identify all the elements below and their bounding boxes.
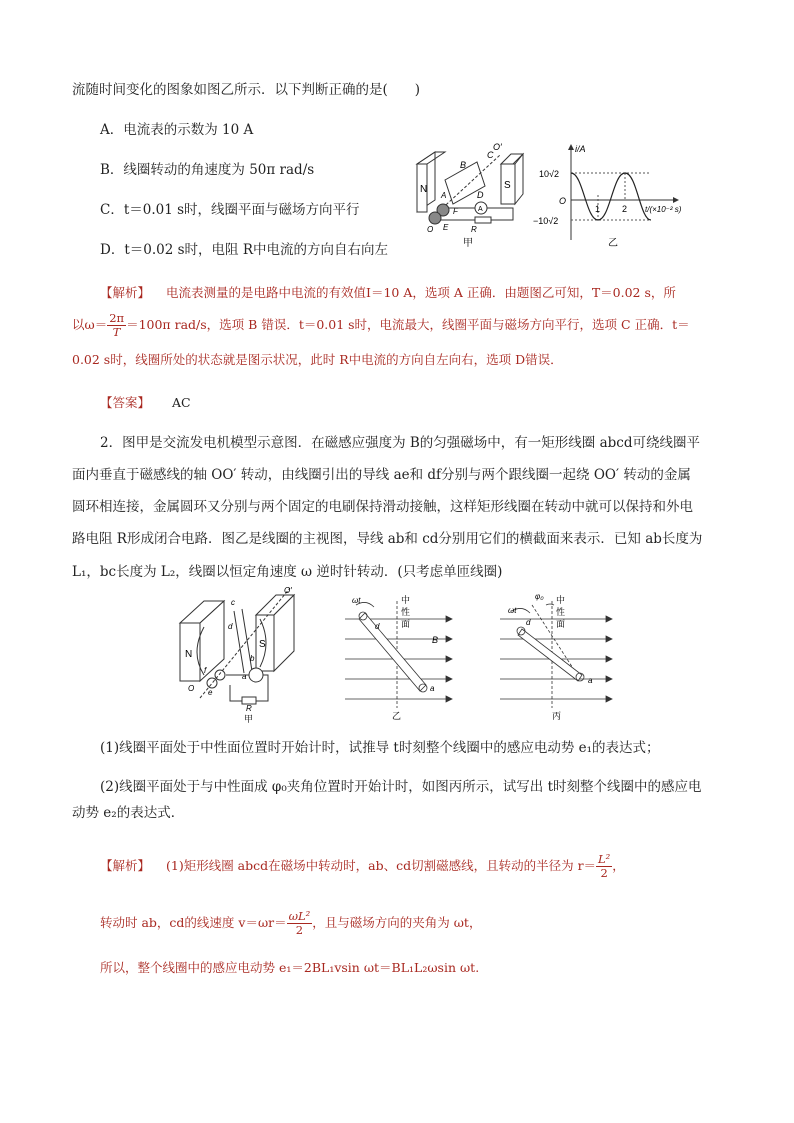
fig1-xtick-1: 1	[595, 204, 601, 214]
fig1-ytick-bottom: −10√2	[533, 216, 559, 226]
q1-analysis-line3: 0.02 s时，线圈所处的状态就是图示状况，此时 R中电流的方向自左向右，选项 D错误．	[72, 352, 563, 367]
fig1-label-d: D	[477, 190, 484, 200]
fig1-ytick-top: 10√2	[539, 169, 559, 179]
fig2-yi-b: B	[432, 635, 439, 645]
fig2-bing-zhong: 中	[556, 595, 566, 605]
fig2-label-b: b	[250, 654, 255, 663]
q1-analysis-tag: 【解析】	[100, 285, 151, 300]
fig1-label-o: O	[427, 225, 434, 234]
fig1-label-n: N	[420, 184, 428, 195]
fig2-bing-phi0: φ₀	[535, 592, 544, 601]
fig2-label-n: N	[185, 649, 193, 660]
fig1-label-s: S	[504, 180, 511, 191]
fig2-yi-mian: 面	[401, 619, 411, 629]
fig1-label-o2: O′	[493, 142, 502, 152]
q2-line2: 面内垂直于磁感线的轴 OO′ 转动，由线圈引出的导线 ae和 df分别与两个跟线圈一起绕 OO′ 转动的金属	[72, 467, 691, 483]
q2-analysis-line2: 转动时 ab，cd的线速度 v＝ωr＝ $\frac{\text{ωL²}}{2}$ ，且与磁场方向的夹角为 ωt，	[100, 909, 482, 937]
q2-analysis-line1: 【解析】 (1)矩形线圈 abcd在磁场中转动时，ab、cd切割磁感线，且转动的半径为 r＝ $\frac{\text{L²}}{2}$ ，	[100, 852, 625, 880]
q2-line1: 2．图甲是交流发电机模型示意图．在磁感应强度为 B的匀强磁场中，有一矩形线圈 abcd可绕线圈平	[100, 435, 700, 451]
fig1-label-a: A	[441, 191, 447, 200]
fig2-yi-xing: 性	[401, 607, 411, 617]
fig1-xtick-2: 2	[622, 204, 628, 214]
fig2-yi-zhong: 中	[401, 595, 411, 605]
fig2-yi-wt: ωt	[352, 596, 361, 605]
fig2-bing-d: d	[526, 618, 531, 627]
fig2-caption-bing: 丙	[552, 711, 562, 721]
fig2-label-o2: O′	[284, 586, 292, 595]
q2-sub2-line2: 动势 e₂的表达式．	[72, 805, 185, 821]
fig1-label-c: C	[487, 150, 494, 160]
fig2-label-c: c	[231, 598, 235, 607]
fig1-magnet-s	[501, 154, 523, 204]
fig1-figure	[405, 140, 715, 255]
fig2-caption-jia: 甲	[244, 714, 254, 723]
fig2-bing-mian: 面	[556, 619, 566, 629]
fig1-resistor	[475, 217, 491, 223]
fig1-graph	[533, 144, 682, 249]
fig1-label-f: F	[453, 207, 458, 216]
q1-option-a: A．电流表的示数为 10 A	[100, 122, 254, 138]
q2-line5: L₁，bc长度为 L₂，线圈以恒定角速度 ω 逆时针转动．(只考虑单匝线圈)	[72, 564, 503, 580]
fig2-generator	[180, 588, 294, 704]
fig1-label-r: R	[471, 225, 477, 234]
fig2-bing-wt: ωt	[508, 606, 517, 615]
fig1-sine-curve	[571, 173, 651, 220]
q1-analysis-line1: 【解析】 电流表测量的是电路中电流的有效值I＝10 A，选项 A 正确．由题图乙可知，T＝0.02 s，所	[100, 285, 676, 300]
fig2-label-e: e	[208, 688, 213, 697]
fig1-caption-b: 乙	[608, 238, 618, 249]
fig2-label-r: R	[246, 704, 252, 713]
fig2-label-s: S	[259, 639, 266, 650]
fig2-label-d: d	[228, 622, 233, 631]
fig2-yi-a: a	[430, 684, 435, 693]
fig1-caption-a: 甲	[463, 238, 473, 249]
fig2-label-o: O	[188, 684, 195, 693]
fig1-label-e: E	[443, 223, 449, 232]
q1-stem-end: 流随时间变化的图象如图乙所示．以下判断正确的是( )	[72, 82, 421, 98]
q1-answer: 【答案】 AC	[100, 395, 191, 410]
q2-analysis-line3: 所以，整个线圈中的感应电动势 e₁＝2BL₁vsin ωt＝BL₁L₂ωsin ωt.	[100, 960, 480, 975]
fig2-front-view	[345, 601, 452, 708]
fig1-xlabel: t/(×10⁻² s)	[645, 205, 682, 214]
fig2-figure	[160, 583, 630, 723]
fig1-label-b: B	[460, 160, 467, 170]
q1-option-b: B．线圈转动的角速度为 50π rad/s	[100, 162, 315, 178]
fig1-ring-2	[429, 212, 441, 224]
fig2-bing-view	[500, 601, 612, 708]
fig2-caption-yi: 乙	[392, 711, 402, 721]
q2-line3: 圆环相连接，金属圆环又分别与两个固定的电刷保持滑动接触，这样矩形线圈在转动中就可以保持和外电	[72, 499, 693, 515]
q2-sub1: (1)线圈平面处于中性面位置时开始计时，试推导 t时刻整个线圈中的感应电动势 e₁的表达式；	[100, 740, 660, 756]
fig1-magnet-n	[417, 152, 445, 212]
fig2-bing-a: a	[588, 676, 593, 685]
fig1-ylabel: i/A	[575, 144, 586, 154]
fig1-ytick-zero: O	[559, 196, 567, 206]
q1-analysis-line2: 以ω＝ $\frac{2\pi}{T}$ ＝100π rad/s，选项 B 错误．t＝0.01 s时，电流最大，线圈平面与磁场方向平行，选项 C 正确．t＝	[72, 311, 690, 339]
fig2-label-a: a	[242, 672, 247, 681]
q1-option-d: D．t＝0.02 s时，电阻 R中电流的方向自右向左	[100, 242, 388, 258]
q1-option-c: C．t＝0.01 s时，线圈平面与磁场方向平行	[100, 202, 360, 218]
fig2-yi-d: d	[375, 622, 380, 631]
fig1-ammeter-label: A	[478, 206, 483, 213]
fig2-label-f: f	[204, 666, 207, 675]
q2-line4: 路电阻 R形成闭合电路．图乙是线圈的主视图，导线 ab和 cd分别用它们的横截面来表示．已知 ab长度为	[72, 531, 703, 547]
fig2-bing-xing: 性	[556, 607, 566, 617]
q2-sub2-line1: (2)线圈平面处于与中性面成 φ₀夹角位置时开始计时，如图丙所示，试写出 t时刻整个线圈中的感应电	[100, 779, 702, 795]
